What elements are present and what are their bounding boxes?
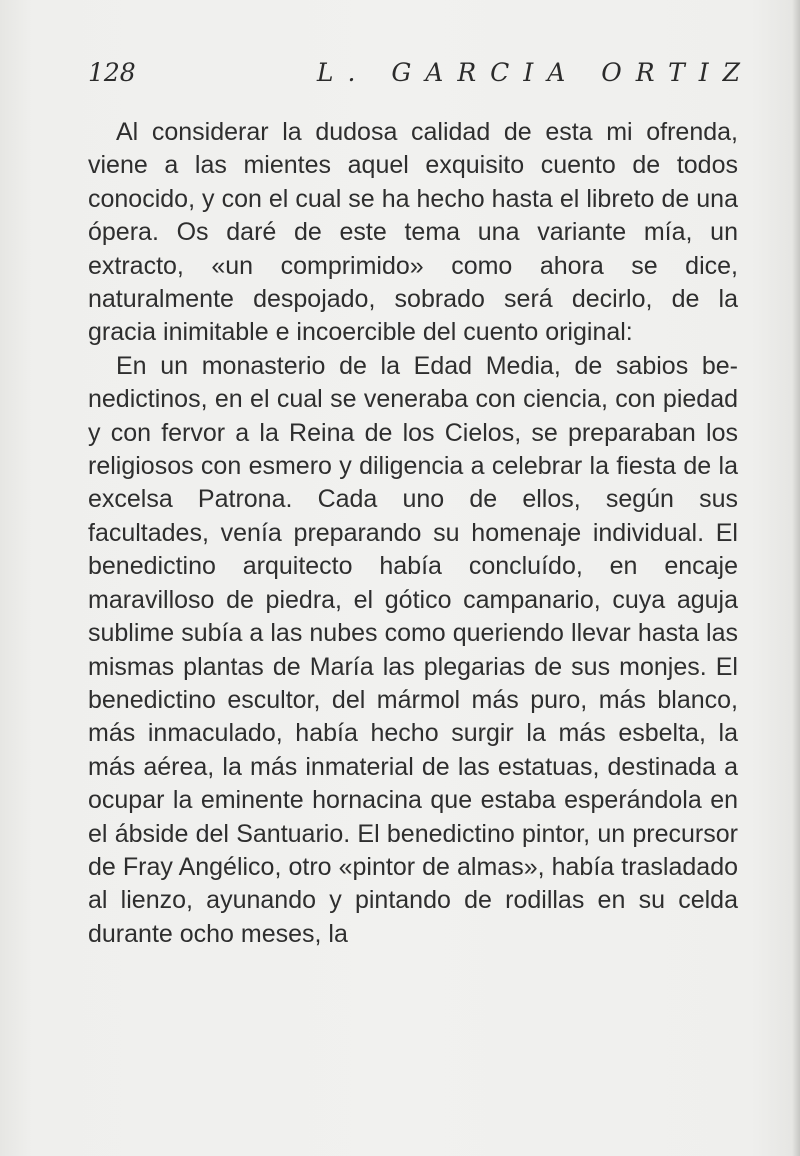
page-edge-shadow	[792, 0, 800, 1156]
paragraph-1: Al considerar la dudosa calidad de esta mi ofrenda, viene a las mientes aquel exquisito cuento de todos conocido, y con el cual se ha hecho hasta el libreto de una ópera. Os daré de este tema una variante mía, un extracto, «un comprimido» como ahora se dice, naturalmente despojado, sobrado será decirlo, de la gracia inimitable e incoercible del cuento original:	[88, 118, 738, 347]
body-text	[88, 116, 738, 951]
running-head: L. GARCIA ORTIZ	[316, 58, 754, 87]
page-header	[88, 58, 754, 98]
page-number: 128	[88, 58, 136, 87]
paragraph-2: En un monasterio de la Edad Media, de sabios benedictinos, en el cual se veneraba con ciencia, con piedad y con fervor a la Reina de los Cielos, se preparaban los religiosos con esmero y diligencia a celebrar la fiesta de la excelsa Patrona. Cada uno de ellos, según sus facultades, venía preparando su homenaje individual. El benedictino arquitecto había concluído, en encaje maravilloso de piedra, el gótico campanario, cuya aguja sublime subía a las nubes como queriendo llevar hasta las mismas plantas de María las plegarias de sus monjes. El benedictino escultor, del mármol más puro, más blanco, más inmaculado, había hecho surgir la más esbelta, la más aérea, la más inmaterial de las estatuas, destinada a ocupar la eminente hornacina que estaba esperándola en el ábside del Santuario. El benedictino pintor, un precursor de Fray Angélico, otro «pintor de almas», había trasladado al lienzo, ayunando y pintando de rodillas en su celda durante ocho meses, la	[88, 351, 738, 948]
